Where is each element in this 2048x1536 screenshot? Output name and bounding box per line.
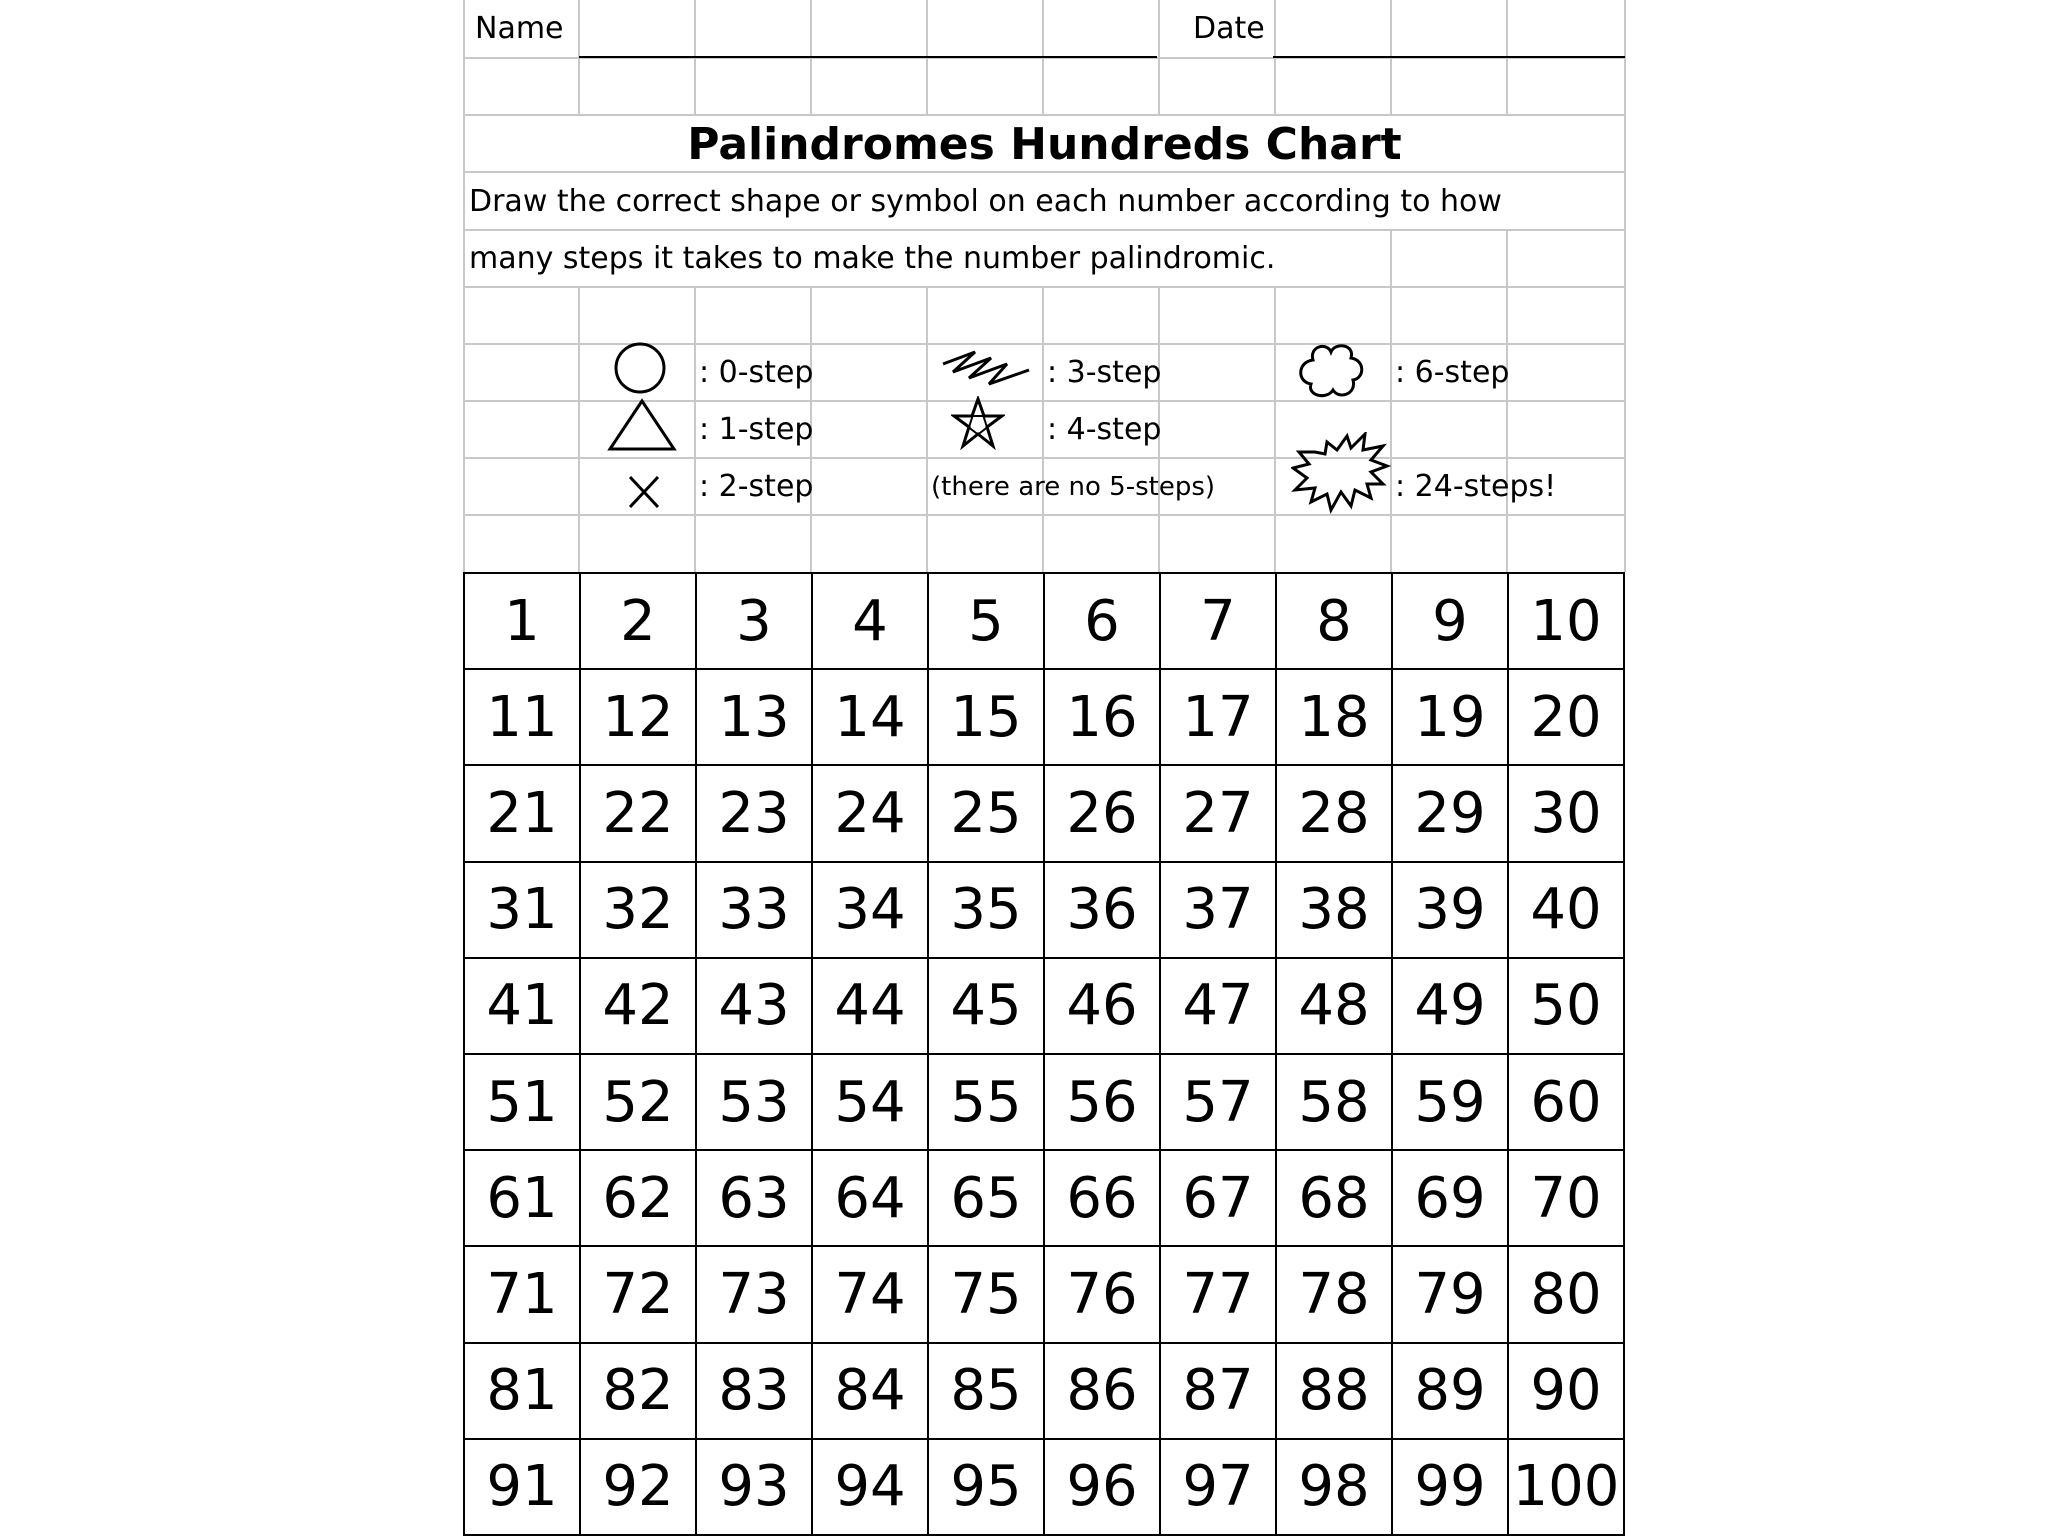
number-cell-53: 53 (697, 1055, 813, 1151)
number-cell-16: 16 (1045, 670, 1161, 766)
number-cell-41: 41 (465, 959, 581, 1055)
number-cell-52: 52 (581, 1055, 697, 1151)
number-cell-39: 39 (1393, 863, 1509, 959)
instructions-line-1: Draw the correct shape or symbol on each number according to how (469, 184, 1502, 219)
number-cell-63: 63 (697, 1151, 813, 1247)
number-cell-83: 83 (697, 1344, 813, 1440)
number-cell-9: 9 (1393, 574, 1509, 670)
legend-1-step: : 1-step (699, 412, 814, 447)
number-cell-56: 56 (1045, 1055, 1161, 1151)
number-cell-6: 6 (1045, 574, 1161, 670)
name-label: Name (475, 11, 564, 46)
number-cell-24: 24 (813, 766, 929, 862)
legend-2-step: : 2-step (699, 469, 814, 504)
page-title: Palindromes Hundreds Chart (687, 119, 1402, 170)
number-cell-68: 68 (1277, 1151, 1393, 1247)
number-cell-17: 17 (1161, 670, 1277, 766)
legend-6-step: : 6-step (1395, 355, 1510, 390)
x-icon (627, 474, 661, 510)
number-cell-15: 15 (929, 670, 1045, 766)
number-cell-26: 26 (1045, 766, 1161, 862)
number-cell-90: 90 (1509, 1344, 1625, 1440)
number-cell-100: 100 (1509, 1440, 1625, 1536)
star-icon (951, 396, 1005, 450)
number-cell-10: 10 (1509, 574, 1625, 670)
number-cell-47: 47 (1161, 959, 1277, 1055)
number-cell-66: 66 (1045, 1151, 1161, 1247)
number-cell-34: 34 (813, 863, 929, 959)
number-cell-55: 55 (929, 1055, 1045, 1151)
number-cell-95: 95 (929, 1440, 1045, 1536)
zigzag-icon (941, 348, 1031, 388)
number-cell-69: 69 (1393, 1151, 1509, 1247)
number-cell-19: 19 (1393, 670, 1509, 766)
date-label: Date (1193, 11, 1265, 46)
number-cell-38: 38 (1277, 863, 1393, 959)
number-cell-3: 3 (697, 574, 813, 670)
legend-0-step: : 0-step (699, 355, 814, 390)
number-cell-8: 8 (1277, 574, 1393, 670)
number-cell-21: 21 (465, 766, 581, 862)
number-cell-7: 7 (1161, 574, 1277, 670)
number-cell-70: 70 (1509, 1151, 1625, 1247)
number-cell-28: 28 (1277, 766, 1393, 862)
number-cell-93: 93 (697, 1440, 813, 1536)
number-cell-11: 11 (465, 670, 581, 766)
number-cell-92: 92 (581, 1440, 697, 1536)
number-cell-31: 31 (465, 863, 581, 959)
legend-3-step: : 3-step (1047, 355, 1162, 390)
number-cell-78: 78 (1277, 1247, 1393, 1343)
number-cell-96: 96 (1045, 1440, 1161, 1536)
number-cell-59: 59 (1393, 1055, 1509, 1151)
number-cell-98: 98 (1277, 1440, 1393, 1536)
number-cell-67: 67 (1161, 1151, 1277, 1247)
number-cell-30: 30 (1509, 766, 1625, 862)
number-cell-1: 1 (465, 574, 581, 670)
number-cell-62: 62 (581, 1151, 697, 1247)
number-cell-91: 91 (465, 1440, 581, 1536)
worksheet (463, 0, 1626, 1536)
number-cell-73: 73 (697, 1247, 813, 1343)
number-cell-54: 54 (813, 1055, 929, 1151)
number-cell-72: 72 (581, 1247, 697, 1343)
number-cell-25: 25 (929, 766, 1045, 862)
number-cell-97: 97 (1161, 1440, 1277, 1536)
number-cell-84: 84 (813, 1344, 929, 1440)
number-cell-18: 18 (1277, 670, 1393, 766)
legend-4-step: : 4-step (1047, 412, 1162, 447)
number-cell-45: 45 (929, 959, 1045, 1055)
number-cell-82: 82 (581, 1344, 697, 1440)
number-cell-14: 14 (813, 670, 929, 766)
number-cell-61: 61 (465, 1151, 581, 1247)
number-cell-60: 60 (1509, 1055, 1625, 1151)
number-cell-40: 40 (1509, 863, 1625, 959)
number-cell-81: 81 (465, 1344, 581, 1440)
number-cell-58: 58 (1277, 1055, 1393, 1151)
number-cell-88: 88 (1277, 1344, 1393, 1440)
number-cell-87: 87 (1161, 1344, 1277, 1440)
hundreds-chart (463, 572, 1625, 1536)
number-cell-32: 32 (581, 863, 697, 959)
instructions-line-2: many steps it takes to make the number palindromic. (469, 241, 1276, 276)
number-cell-42: 42 (581, 959, 697, 1055)
number-cell-65: 65 (929, 1151, 1045, 1247)
number-cell-22: 22 (581, 766, 697, 862)
number-cell-49: 49 (1393, 959, 1509, 1055)
number-cell-74: 74 (813, 1247, 929, 1343)
number-cell-13: 13 (697, 670, 813, 766)
number-cell-23: 23 (697, 766, 813, 862)
number-cell-99: 99 (1393, 1440, 1509, 1536)
number-cell-64: 64 (813, 1151, 929, 1247)
number-cell-71: 71 (465, 1247, 581, 1343)
number-cell-37: 37 (1161, 863, 1277, 959)
number-cell-29: 29 (1393, 766, 1509, 862)
number-cell-77: 77 (1161, 1247, 1277, 1343)
legend-no-5-steps: (there are no 5-steps) (931, 472, 1216, 502)
number-cell-57: 57 (1161, 1055, 1277, 1151)
number-cell-27: 27 (1161, 766, 1277, 862)
number-cell-20: 20 (1509, 670, 1625, 766)
number-cell-75: 75 (929, 1247, 1045, 1343)
number-cell-85: 85 (929, 1344, 1045, 1440)
triangle-icon (607, 398, 677, 452)
number-cell-50: 50 (1509, 959, 1625, 1055)
number-cell-86: 86 (1045, 1344, 1161, 1440)
number-cell-79: 79 (1393, 1247, 1509, 1343)
number-cell-35: 35 (929, 863, 1045, 959)
number-cell-33: 33 (697, 863, 813, 959)
number-cell-46: 46 (1045, 959, 1161, 1055)
burst-icon (1291, 432, 1391, 514)
cloud-icon (1295, 340, 1367, 402)
number-cell-48: 48 (1277, 959, 1393, 1055)
number-cell-2: 2 (581, 574, 697, 670)
number-cell-43: 43 (697, 959, 813, 1055)
number-cell-80: 80 (1509, 1247, 1625, 1343)
number-cell-76: 76 (1045, 1247, 1161, 1343)
number-cell-89: 89 (1393, 1344, 1509, 1440)
number-cell-51: 51 (465, 1055, 581, 1151)
number-cell-36: 36 (1045, 863, 1161, 959)
number-cell-44: 44 (813, 959, 929, 1055)
number-cell-4: 4 (813, 574, 929, 670)
number-cell-12: 12 (581, 670, 697, 766)
number-cell-5: 5 (929, 574, 1045, 670)
circle-icon (612, 340, 668, 396)
legend-24-steps: : 24-steps! (1395, 469, 1557, 504)
number-cell-94: 94 (813, 1440, 929, 1536)
